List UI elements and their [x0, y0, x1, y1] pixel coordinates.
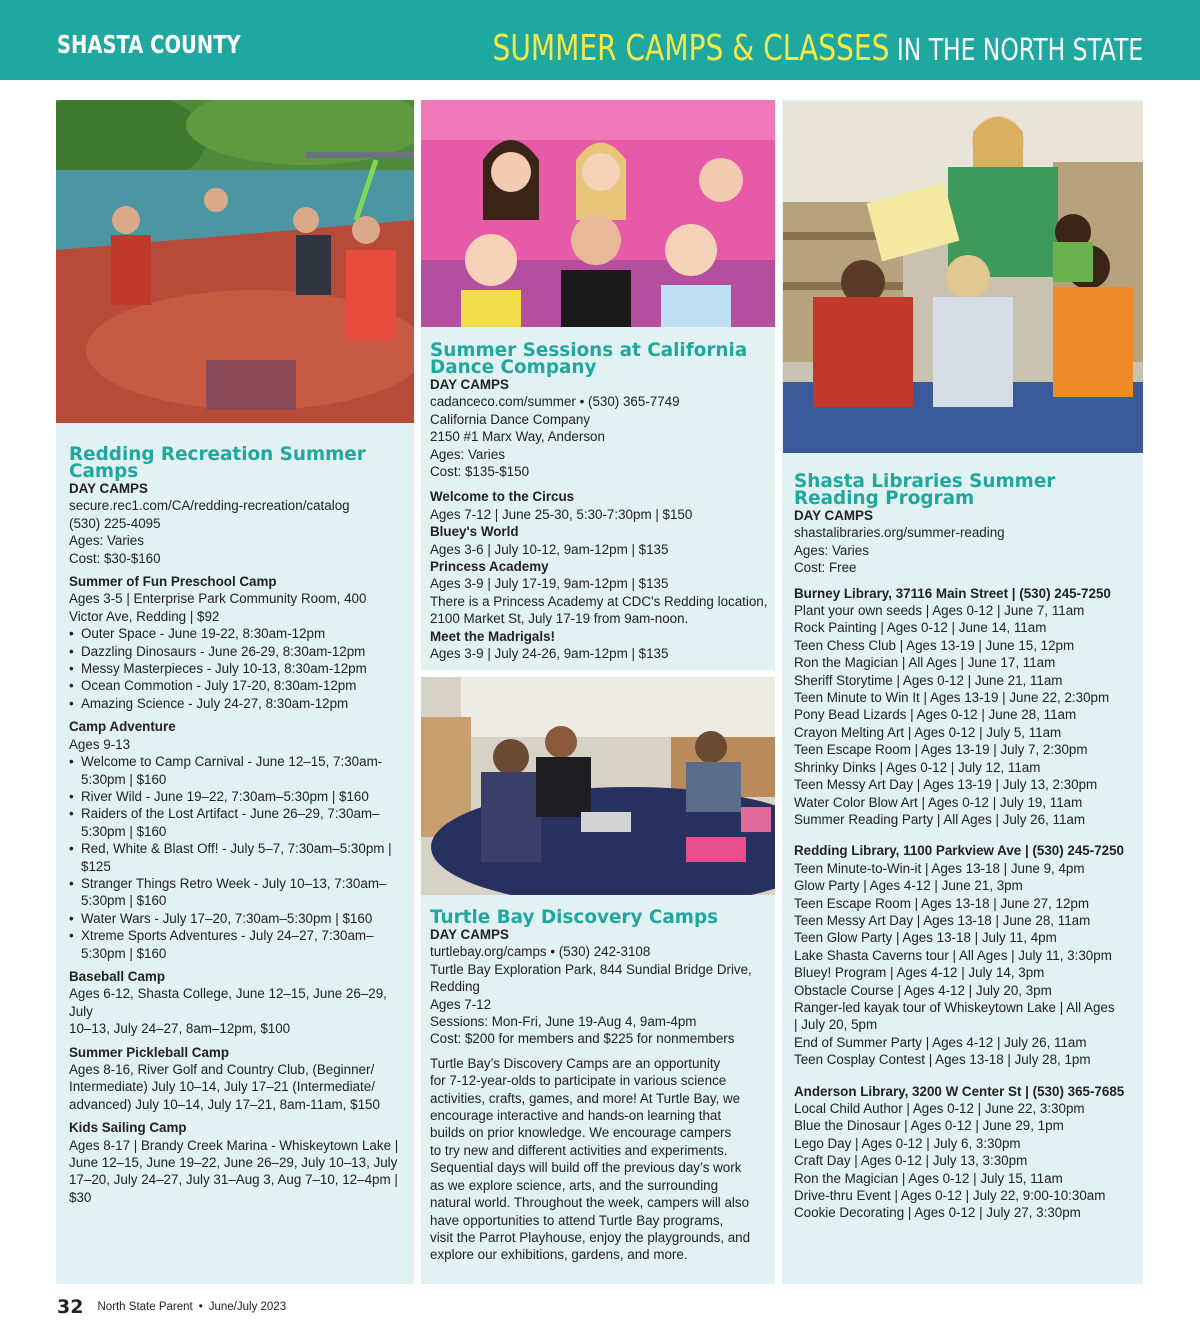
- event-item: Lake Shasta Caverns tour | All Ages | July 11, 3:30pm: [794, 947, 1112, 963]
- camp-detail: Ages 9-13: [69, 736, 131, 752]
- camp-detail: $30: [69, 1189, 92, 1205]
- event-item: Obstacle Course | Ages 4-12 | July 20, 3pm: [794, 982, 1052, 998]
- listing-cost: Cost: $30-$160: [69, 550, 161, 566]
- session-item: • Dazzling Dinosaurs - June 26-29, 8:30am-12pm: [69, 643, 409, 660]
- page-header: [0, 0, 1200, 80]
- camp-detail: advanced) July 10–14, July 17–21, 8am-11am, $150: [69, 1096, 380, 1112]
- camp-detail: 10–13, July 24–27, 8am–12pm, $100: [69, 1021, 291, 1037]
- section-title-accent: SUMMER CAMPS & CLASSES: [492, 28, 890, 69]
- event-item: Ron the Magician | Ages 0-12 | July 15, 11am: [794, 1170, 1063, 1186]
- camp-heading: Camp Adventure: [69, 719, 176, 735]
- listing-address: Redding: [430, 979, 480, 995]
- library-heading: Redding Library, 1100 Parkview Ave | (530) 245-7250: [794, 843, 1125, 859]
- session-item: • Amazing Science - July 24-27, 8:30am-12pm: [69, 695, 409, 712]
- camp-detail: Intermediate) July 10–14, July 17–21 (Intermediate/: [69, 1079, 375, 1095]
- magazine-name: North State Parent: [97, 1301, 193, 1313]
- listing-type: DAY CAMPS: [430, 927, 509, 942]
- section-label: SHASTA COUNTY: [57, 30, 241, 59]
- listing-url[interactable]: cadanceco.com/summer • (530) 365-7749: [430, 394, 680, 410]
- listing-address: 2150 #1 Marx Way, Anderson: [430, 429, 605, 445]
- camp-detail: Ages 8-17 | Brandy Creek Marina - Whiskeytown Lake |: [69, 1137, 399, 1153]
- listing-title: Turtle Bay Discovery Camps: [430, 907, 719, 928]
- listing-cost: Cost: $135-$150: [430, 464, 530, 480]
- listing-url[interactable]: shastalibraries.org/summer-reading: [794, 525, 1005, 541]
- issue-date: June/July 2023: [208, 1301, 287, 1313]
- listing-type: DAY CAMPS: [69, 481, 148, 496]
- camp-heading: Kids Sailing Camp: [69, 1120, 187, 1136]
- camp-heading: Summer Pickleball Camp: [69, 1044, 230, 1060]
- camp-detail: Ages 3-9 | July 17-19, 9am-12pm | $135: [430, 576, 669, 592]
- camp-detail: Victor Ave, Redding | $92: [69, 608, 220, 624]
- storytime-photo: [783, 102, 1143, 453]
- camp-heading: Welcome to the Circus: [430, 489, 575, 505]
- camp-heading: Bluey's World: [430, 524, 519, 540]
- camp-detail: Ages 3-6 | July 10-12, 9am-12pm | $135: [430, 541, 669, 557]
- event-item: Teen Glow Party | Ages 13-18 | July 11, 4pm: [794, 930, 1057, 946]
- event-item: Blue the Dinosaur | Ages 0-12 | June 29, 1pm: [794, 1118, 1064, 1134]
- session-item: • Raiders of the Lost Artifact - June 26–29, 7:30am– 5:30pm | $160: [69, 805, 409, 840]
- listing-address: Turtle Bay Exploration Park, 844 Sundial Bridge Drive,: [430, 961, 752, 977]
- listing-type: DAY CAMPS: [430, 377, 509, 392]
- camp-detail: There is a Princess Academy at CDC's Redding location,: [430, 593, 768, 609]
- redding-recreation-listing: [69, 446, 409, 1206]
- event-item: Plant your own seeds | Ages 0-12 | June 7, 11am: [794, 603, 1085, 619]
- event-item: Sheriff Storytime | Ages 0-12 | June 21, 11am: [794, 672, 1063, 688]
- event-item: Ranger-led kayak tour of Whiskeytown Lake | All Ages: [794, 999, 1115, 1015]
- session-item: • Welcome to Camp Carnival - June 12–15, 7:30am- 5:30pm | $160: [69, 753, 409, 788]
- listing-type: DAY CAMPS: [794, 508, 873, 523]
- listing-title: Redding Recreation Summer Camps: [69, 444, 366, 482]
- camp-detail: 2100 Market St, July 17-19 from 9am-noon.: [430, 611, 689, 627]
- event-item: Lego Day | Ages 0-12 | July 6, 3:30pm: [794, 1135, 1021, 1151]
- camp-heading: Baseball Camp: [69, 968, 166, 984]
- section-title-rest: IN THE NORTH STATE: [889, 33, 1143, 68]
- session-item: • River Wild - June 19–22, 7:30am–5:30pm | $160: [69, 788, 409, 805]
- listing-url[interactable]: turtlebay.org/camps • (530) 242-3108: [430, 944, 651, 960]
- event-item: Drive-thru Event | Ages 0-12 | July 22, 9:00-10:30am: [794, 1188, 1106, 1204]
- event-item: Teen Minute-to-Win-it | Ages 13-18 | June 9, 4pm: [794, 860, 1085, 876]
- description-paragraph: Turtle Bay’s Discovery Camps are an opportunity for 7-12-year-olds to participate in various science activities, crafts, games, and more! At Turtle Bay, we encourage interactive and hands-on learning that builds on prior knowledge. We encourage campers to try new and different activities and experiments. Sequential days will build off the previous day’s work as we explore science, arts, and the surrounding natural world. Throughout the week, campers will also have opportunities to attend Turtle Bay programs, visit the Parrot Playhouse, enjoy the playgrounds, and explore our exhibitions, gardens, and more.: [430, 1055, 751, 1263]
- library-heading: Burney Library, 37116 Main Street | (530) 245-7250: [794, 585, 1111, 601]
- camp-heading: Princess Academy: [430, 559, 549, 575]
- camp-heading: Meet the Madrigals!: [430, 628, 556, 644]
- event-item: End of Summer Party | Ages 4-12 | July 26, 11am: [794, 1034, 1087, 1050]
- event-item: Craft Day | Ages 0-12 | July 13, 3:30pm: [794, 1153, 1028, 1169]
- camp-detail: June 12–15, June 19–22, June 26–29, July 10–13, July: [69, 1155, 398, 1171]
- shasta-libraries-listing: [794, 473, 1139, 1222]
- event-item: Shrinky Dinks | Ages 0-12 | July 12, 11am: [794, 759, 1041, 775]
- event-item: Glow Party | Ages 4-12 | June 21, 3pm: [794, 878, 1023, 894]
- session-item: • Red, White & Blast Off! - July 5–7, 7:30am–5:30pm | $125: [69, 840, 409, 875]
- listing-cost: Cost: $200 for members and $225 for nonmembers: [430, 1031, 735, 1047]
- camp-heading: Summer of Fun Preschool Camp: [69, 574, 277, 590]
- listing-sessions: Sessions: Mon-Fri, June 19-Aug 4, 9am-4pm: [430, 1014, 697, 1030]
- page-number: 32: [57, 1296, 84, 1318]
- event-item: Local Child Author | Ages 0-12 | June 22, 3:30pm: [794, 1101, 1085, 1116]
- rafting-photo: [56, 100, 414, 423]
- event-item: Teen Escape Room | Ages 13-19 | July 7, 2:30pm: [794, 742, 1088, 758]
- camp-detail: Ages 8-16, River Golf and Country Club, (Beginner/: [69, 1062, 375, 1077]
- listing-title: Shasta Libraries Summer Reading Program: [794, 471, 1056, 509]
- session-item: • Outer Space - June 19-22, 8:30am-12pm: [69, 625, 409, 642]
- event-item: Teen Minute to Win It | Ages 13-19 | June 22, 2:30pm: [794, 690, 1110, 706]
- event-item: Water Color Blow Art | Ages 0-12 | July 19, 11am: [794, 794, 1083, 810]
- session-item: • Water Wars - July 17–20, 7:30am–5:30pm | $160: [69, 910, 409, 927]
- session-item: • Ocean Commotion - July 17-20, 8:30am-12pm: [69, 677, 409, 694]
- session-item: • Messy Masterpieces - July 10-13, 8:30am-12pm: [69, 660, 409, 677]
- section-title: [492, 28, 1143, 69]
- dance-company-listing: [430, 342, 770, 663]
- listing-ages: Ages: Varies: [69, 533, 144, 549]
- camp-detail: 17–20, July 24–27, July 31–Aug 3, Aug 7–10, 12–4pm |: [69, 1172, 398, 1188]
- camp-detail: Ages 3-9 | July 24-26, 9am-12pm | $135: [430, 646, 669, 662]
- event-item: Pony Bead Lizards | Ages 0-12 | June 28, 11am: [794, 707, 1077, 723]
- listing-ages: Ages 7-12: [430, 996, 492, 1012]
- event-item: Ron the Magician | All Ages | June 17, 11am: [794, 655, 1056, 671]
- listing-ages: Ages: Varies: [794, 542, 869, 558]
- listing-phone: (530) 225-4095: [69, 515, 161, 531]
- classroom-crafts-photo: [421, 677, 775, 895]
- camp-detail: Ages 7-12 | June 25-30, 5:30-7:30pm | $150: [430, 506, 693, 522]
- library-heading: Anderson Library, 3200 W Center St | (530) 365-7685: [794, 1083, 1125, 1099]
- event-item: Cookie Decorating | Ages 0-12 | July 27, 3:30pm: [794, 1205, 1081, 1221]
- event-item: Teen Escape Room | Ages 13-18 | June 27, 12pm: [794, 895, 1090, 911]
- listing-url[interactable]: secure.rec1.com/CA/redding-recreation/catalog: [69, 498, 350, 514]
- page-footer: [57, 1296, 286, 1318]
- event-item: Teen Chess Club | Ages 13-19 | June 15, 12pm: [794, 637, 1075, 653]
- session-item: • Xtreme Sports Adventures - July 24–27, 7:30am– 5:30pm | $160: [69, 927, 409, 962]
- event-item: Teen Messy Art Day | Ages 13-19 | July 13, 2:30pm: [794, 777, 1098, 793]
- camp-detail: Ages 3-5 | Enterprise Park Community Room, 400: [69, 591, 367, 607]
- event-item: Teen Cosplay Contest | Ages 13-18 | July 28, 1pm: [794, 1052, 1091, 1068]
- event-item: Bluey! Program | Ages 4-12 | July 14, 3pm: [794, 965, 1045, 981]
- listing-venue: California Dance Company: [430, 411, 591, 427]
- listing-title: Summer Sessions at California Dance Company: [430, 340, 748, 378]
- event-item: Rock Painting | Ages 0-12 | June 14, 11am: [794, 620, 1047, 636]
- event-item: | July 20, 5pm: [794, 1017, 878, 1033]
- event-item: Crayon Melting Art | Ages 0-12 | July 5, 11am: [794, 724, 1062, 740]
- event-item: Teen Messy Art Day | Ages 13-18 | June 28, 11am: [794, 912, 1091, 928]
- listing-ages: Ages: Varies: [430, 446, 505, 462]
- camp-detail: Ages 6-12, Shasta College, June 12–15, June 26–29, July: [69, 986, 387, 1019]
- footer-separator: •: [198, 1301, 203, 1313]
- turtle-bay-listing: [430, 909, 770, 1264]
- listing-cost: Cost: Free: [794, 560, 857, 576]
- session-item: • Stranger Things Retro Week - July 10–13, 7:30am– 5:30pm | $160: [69, 875, 409, 910]
- princess-photo: [421, 100, 775, 327]
- event-item: Summer Reading Party | All Ages | July 26, 11am: [794, 811, 1086, 827]
